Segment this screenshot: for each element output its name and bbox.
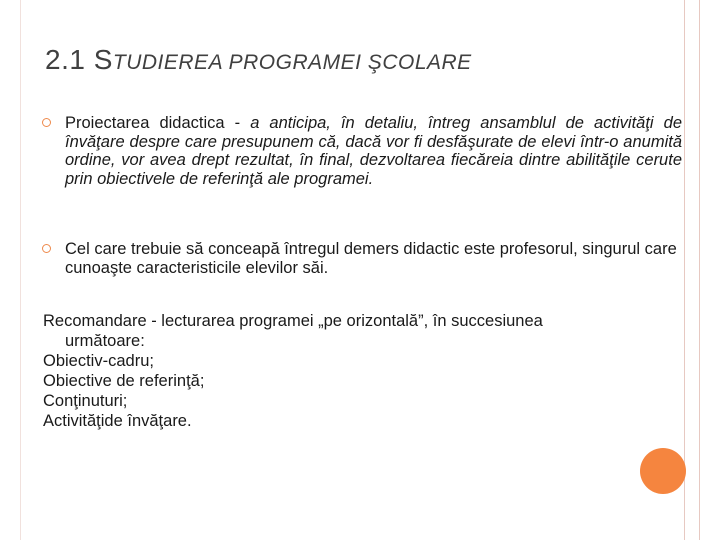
recommendation-label: Recomandare bbox=[43, 312, 147, 330]
right-decorative-border bbox=[684, 0, 700, 540]
recommendation-text: - lecturarea programei „pe orizontală”, în succesiunea bbox=[146, 312, 543, 330]
slide-title-rest: TUDIEREA PROGRAMEI ŞCOLARE bbox=[112, 51, 472, 74]
recommendation-item-obiective-referinta: Obiective de referinţă; bbox=[43, 372, 205, 390]
slide-title bbox=[45, 44, 472, 76]
recommendation-block bbox=[43, 311, 683, 431]
left-frame-line bbox=[20, 0, 21, 540]
circle-bullet-icon bbox=[42, 118, 51, 127]
bullet-text: Cel care trebuie să conceapă întregul demers didactic este profesorul, singurul care cunoaşte caracteristicile elevilor săi. bbox=[65, 240, 677, 277]
circle-bullet-icon bbox=[42, 244, 51, 253]
bullet-text bbox=[65, 114, 682, 188]
recommendation-item-continuturi: Conţinuturi; bbox=[43, 392, 128, 410]
bullet-item-proiectarea bbox=[42, 114, 682, 188]
recommendation-item-obiectiv-cadru: Obiectiv-cadru; bbox=[43, 352, 154, 370]
bullet-italic-text: a anticipa, în detaliu, întreg ansamblul de activităţi de învăţare despre care presupunem că, dacă vor fi desfăşurate de elevi într-o anumită ordine, vor avea drept rezultat, în final, dezvoltarea fiecăreia dintre abilităţile cerute prin obiectivele de referinţă ale programei. bbox=[65, 114, 683, 188]
recommendation-continuation: următoare: bbox=[65, 332, 145, 350]
recommendation-item-activitati: Activităţide învăţare. bbox=[43, 412, 192, 430]
recommendation-line bbox=[43, 311, 683, 331]
orange-circle-decoration bbox=[640, 448, 686, 494]
bullet-item-profesorul bbox=[42, 240, 682, 277]
bullet-lead-text: Proiectarea didactica - bbox=[65, 114, 251, 132]
slide-title-lead: 2.1 S bbox=[45, 44, 113, 75]
